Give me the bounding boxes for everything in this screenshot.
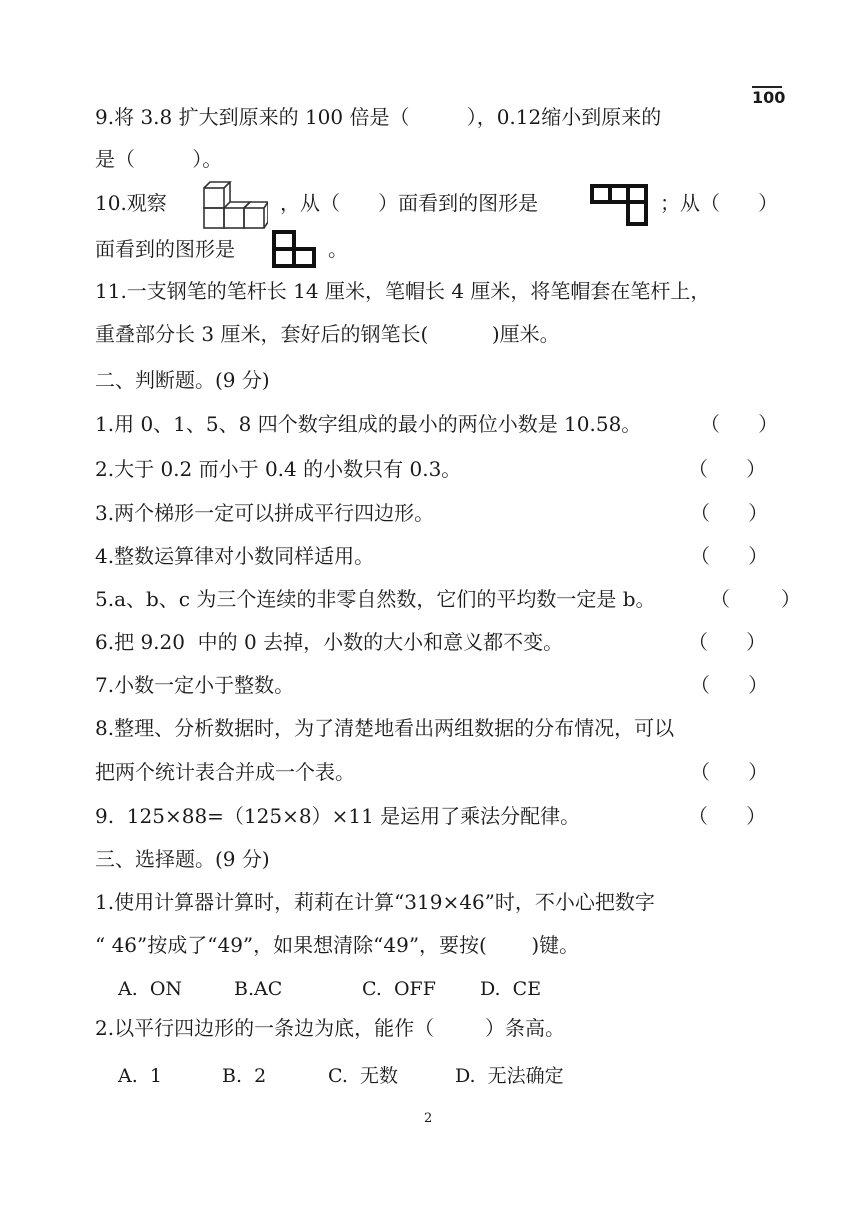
section2-heading: 二、判断题。(9 分) [95,368,270,392]
q10-line2-b: 。 [328,237,348,261]
judge-paren-9: （ ） [688,804,767,828]
choice-q1-option-d: D. CE [480,978,542,1000]
fraction-denominator: 100 [752,88,786,107]
choice-q1-option-a: A. ON [118,978,183,1000]
view-shape-two-by-two [272,230,318,270]
judge-item-8: 8.整理、分析数据时，为了清楚地看出两组数据的分布情况，可以 [95,716,675,740]
judge-item-2: 2.大于 0.2 而小于 0.4 的小数只有 0.3。 [95,457,462,481]
judge-item-9: 9. 125×88=（125×8）×11 是运用了乘法分配律。 [95,804,581,828]
judge-paren-1: （ ） [700,412,779,436]
choice-q2-line1: 2.以平行四边形的一条边为底，能作（ ）条高。 [95,1016,565,1040]
judge-paren-8: （ ） [690,760,769,784]
cube-stack-figure [200,180,268,230]
q10-part1: 10.观察 [95,191,167,215]
q10-line2-a: 面看到的图形是 [95,237,235,261]
judge-paren-3: （ ） [690,501,769,525]
choice-q1-line1: 1.使用计算器计算时，莉莉在计算“319×46”时，不小心把数字 [95,890,655,914]
judge-item-3: 3.两个梯形一定可以拼成平行四边形。 [95,501,435,525]
q10-part2: ，从（ ）面看到的图形是 [280,191,539,215]
judge-paren-6: （ ） [688,630,767,654]
judge-item-5: 5.a、b、c 为三个连续的非零自然数，它们的平均数一定是 b。 [95,587,656,611]
judge-item-6: 6.把 9.20 中的 0 去掉，小数的大小和意义都不变。 [95,630,564,654]
fraction-1-100 [752,84,786,107]
page-number: 2 [424,1111,433,1126]
q9-line2: 是（ ）。 [95,147,223,171]
choice-q1-line2: “ 46”按成了“49”，如果想清除“49”，要按( )键。 [95,933,580,957]
q10-part3: ；从（ ） [660,191,779,215]
q11-line1: 11.一支钢笔的笔杆长 14 厘米，笔帽长 4 厘米，将笔帽套在笔杆上， [95,279,711,303]
judge-item-7: 7.小数一定小于整数。 [95,673,295,697]
choice-q2-option-c: C. 无数 [328,1065,398,1087]
choice-q2-option-a: A. 1 [118,1065,162,1087]
choice-q1-option-c: C. OFF [362,978,436,1000]
view-shape-three-plus-one [590,184,652,228]
judge-paren-4: （ ） [690,544,769,568]
judge-item-8-cont: 把两个统计表合并成一个表。 [95,760,355,784]
judge-paren-2: （ ） [688,457,767,481]
q9-line1: 9.将 3.8 扩大到原来的 100 倍是（ ），0.12缩小到原来的 [95,105,662,129]
q11-line2: 重叠部分长 3 厘米，套好后的钢笔长( )厘米。 [95,322,560,346]
judge-item-4: 4.整数运算律对小数同样适用。 [95,544,375,568]
judge-paren-5: （ ） [710,587,801,611]
judge-item-1: 1.用 0、1、5、8 四个数字组成的最小的两位小数是 10.58。 [95,412,642,436]
choice-q2-option-b: B. 2 [222,1065,267,1087]
choice-q1-option-b: B.AC [234,978,283,1000]
section3-heading: 三、选择题。(9 分) [95,847,270,871]
choice-q2-option-d: D. 无法确定 [455,1065,564,1087]
judge-paren-7: （ ） [690,673,769,697]
